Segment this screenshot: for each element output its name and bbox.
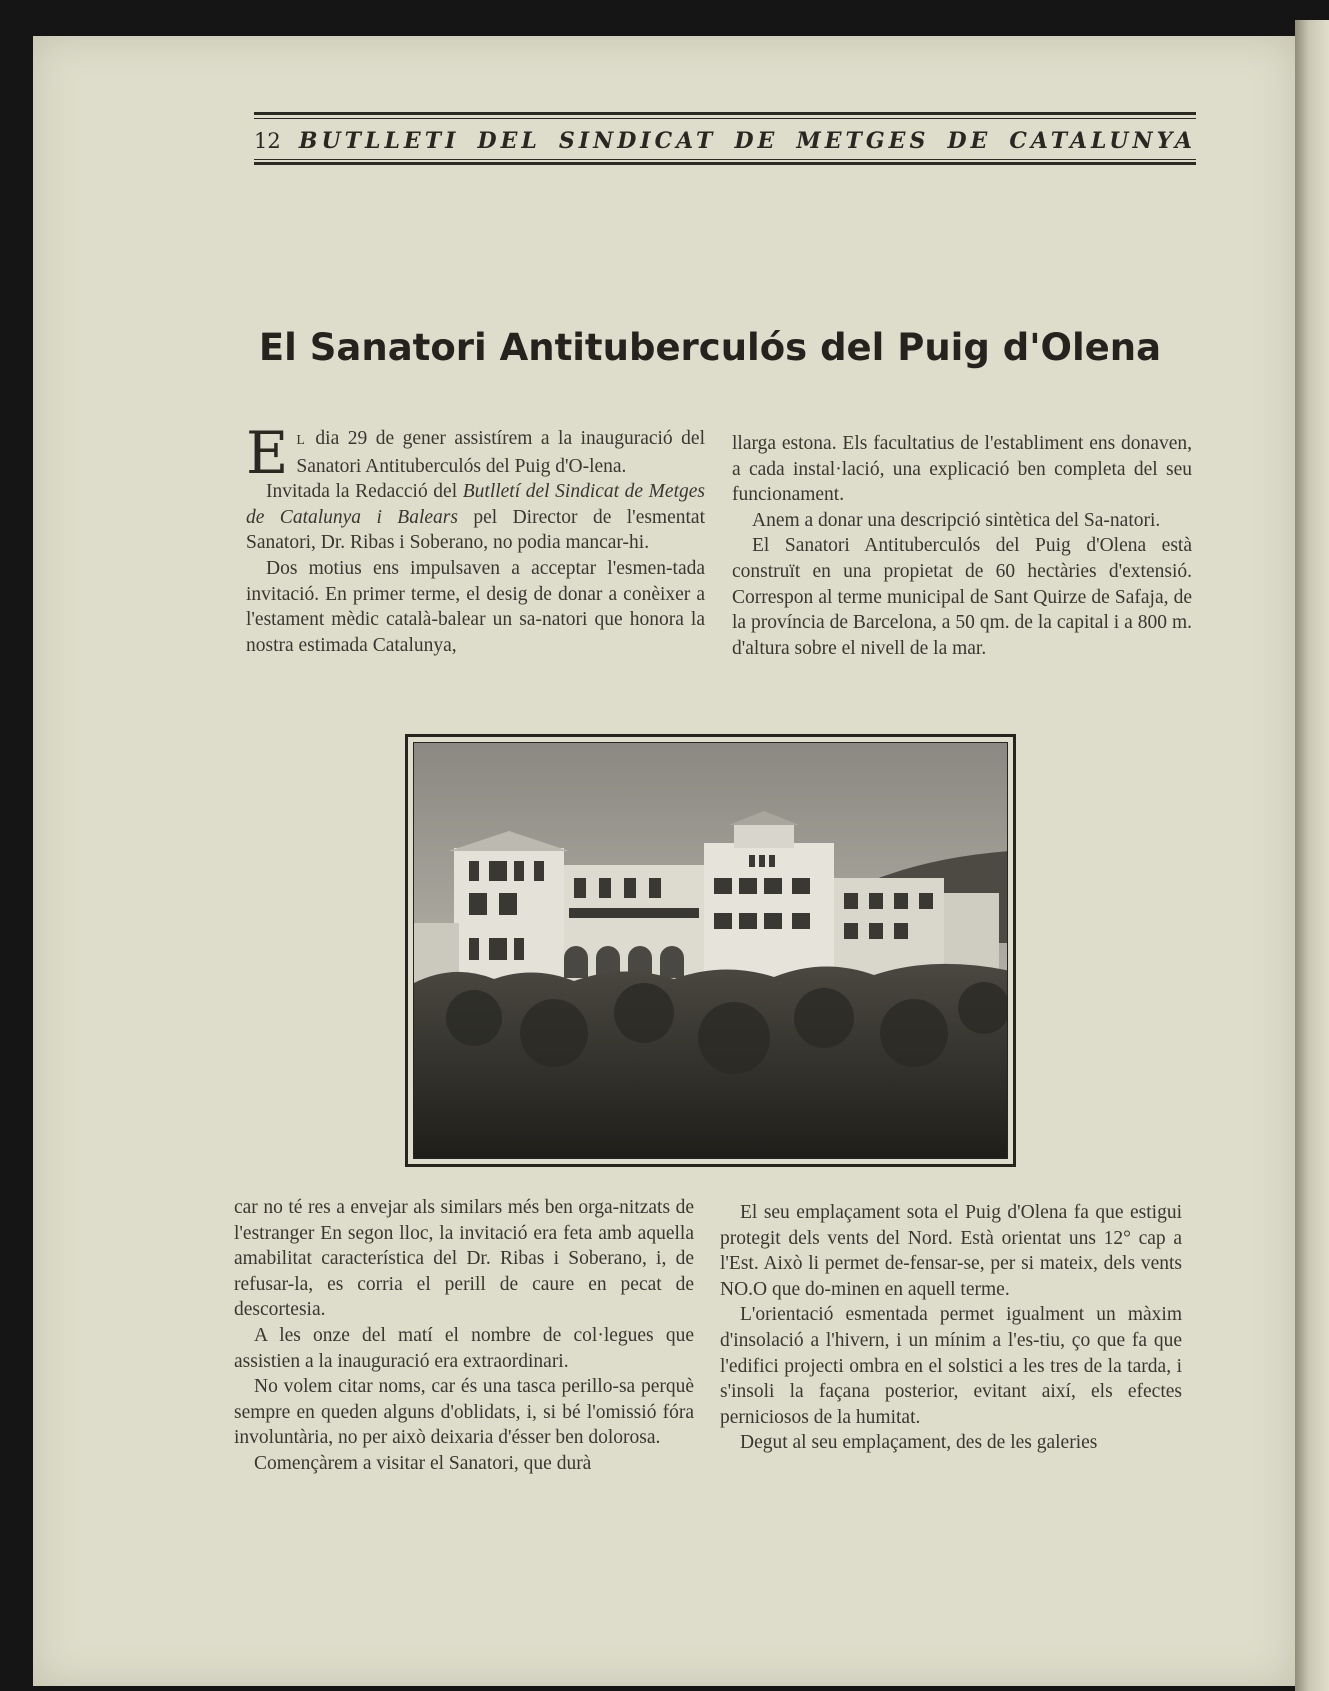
running-header [254,112,1196,170]
header-word: DE [947,128,992,154]
photo-frame [405,734,1016,1167]
paragraph: Anem a donar una descripció sintètica del Sa-natori. [752,509,1161,531]
lead-letter: L [296,433,307,448]
header-text [254,127,1196,155]
drop-cap: E [246,419,289,487]
header-word: DEL [477,128,541,154]
paragraph: El Sanatori Antituberculós del Puig d'Olena està construït en una propietat de 60 hectàries d'extensió. Correspon al terme municipal de Sant Quirze de Safaja, de la província de Barcelona, a 50 qm. de la capital i a 800 m. d'altura sobre el nivell de la mar. [732,535,1192,659]
paragraph [246,479,705,556]
paragraph: No volem citar noms, car és una tasca perillo-sa perquè sempre en queden alguns d'oblidats, i, si bé l'omissió fóra involuntària, no per això deixaria d'ésser ben dolorosa. [234,1376,694,1449]
page-number: 12 [254,129,281,153]
header-rule [254,118,1196,119]
paragraph-text: dia 29 de gener assistírem a la inauguració del Sanatori Antituberculós del Puig d'O-lena. [296,428,705,477]
text-column-3 [234,1195,694,1477]
header-word: SINDICAT [558,128,717,154]
paragraph-text: Invitada la Redacció del [266,481,463,503]
text-column-2 [732,431,1192,661]
paragraph: Començàrem a visitar el Sanatori, que durà [254,1452,592,1474]
text-column-4 [720,1200,1182,1456]
paragraph: car no té res a envejar als similars més ben orga-nitzats de l'estranger En segon lloc, la invitació era feta amb aquella amabilitat característica del Dr. Ribas i Soberano, i, de refusar-la, es corria el perill de caure en pecat de descortesia. [234,1197,694,1321]
article-title: El Sanatori Antituberculós del Puig d'Olena [258,326,1162,369]
header-word: DE [734,128,779,154]
paragraph: Dos motius ens impulsaven a acceptar l'esmen-tada invitació. En primer terme, el desig de donar a conèixer a l'estament mèdic català-balear un sa-natori que honora la nostra estimada Catalunya, [246,557,705,656]
header-rule [254,162,1196,165]
header-rule [254,112,1196,115]
header-word: METGES [796,128,930,154]
paragraph: Degut al seu emplaçament, des de les galeries [740,1432,1098,1454]
paragraph: llarga estona. Els facultatius de l'establiment ens donaven, a cada instal·lació, una explicació ben completa del seu funcionament. [732,433,1192,506]
paragraph: El seu emplaçament sota el Puig d'Olena fa que estigui protegit dels vents del Nord. Està orientat uns 12° cap a l'Est. Això li permet de-fensar-se, per si mateix, dels vents NO.O que do-minen en aquell terme. [720,1202,1182,1300]
paragraph: A les onze del matí el nombre de col·legues que assistien a la inauguració era extraordinari. [234,1324,694,1372]
page-edge [1295,20,1329,1691]
paragraph [246,419,705,487]
paragraph-text: pel Director de l'esmentat Sanatori, Dr. Ribas i Soberano, no podia mancar-hi. [246,506,706,554]
paragraph: L'orientació esmentada permet igualment un màxim d'insolació a l'hivern, i un mínim a l'es-tiu, ço que fa que l'edifici projecti ombra en el solstici a les tres de la tarda, i s'insoli la façana posterior, evitant així, els efectes perniciosos de la humitat. [720,1304,1182,1428]
sanatorium-building-image [414,743,1008,1159]
header-word: BUTLLETI [298,128,460,154]
header-rule [254,159,1196,160]
text-column-1 [246,419,706,658]
header-word: CATALUNYA [1009,128,1196,154]
sanatorium-photo [413,742,1008,1159]
publication-name: Butlletí del Sindicat de Metges de Catalunya i Balears [246,481,705,528]
